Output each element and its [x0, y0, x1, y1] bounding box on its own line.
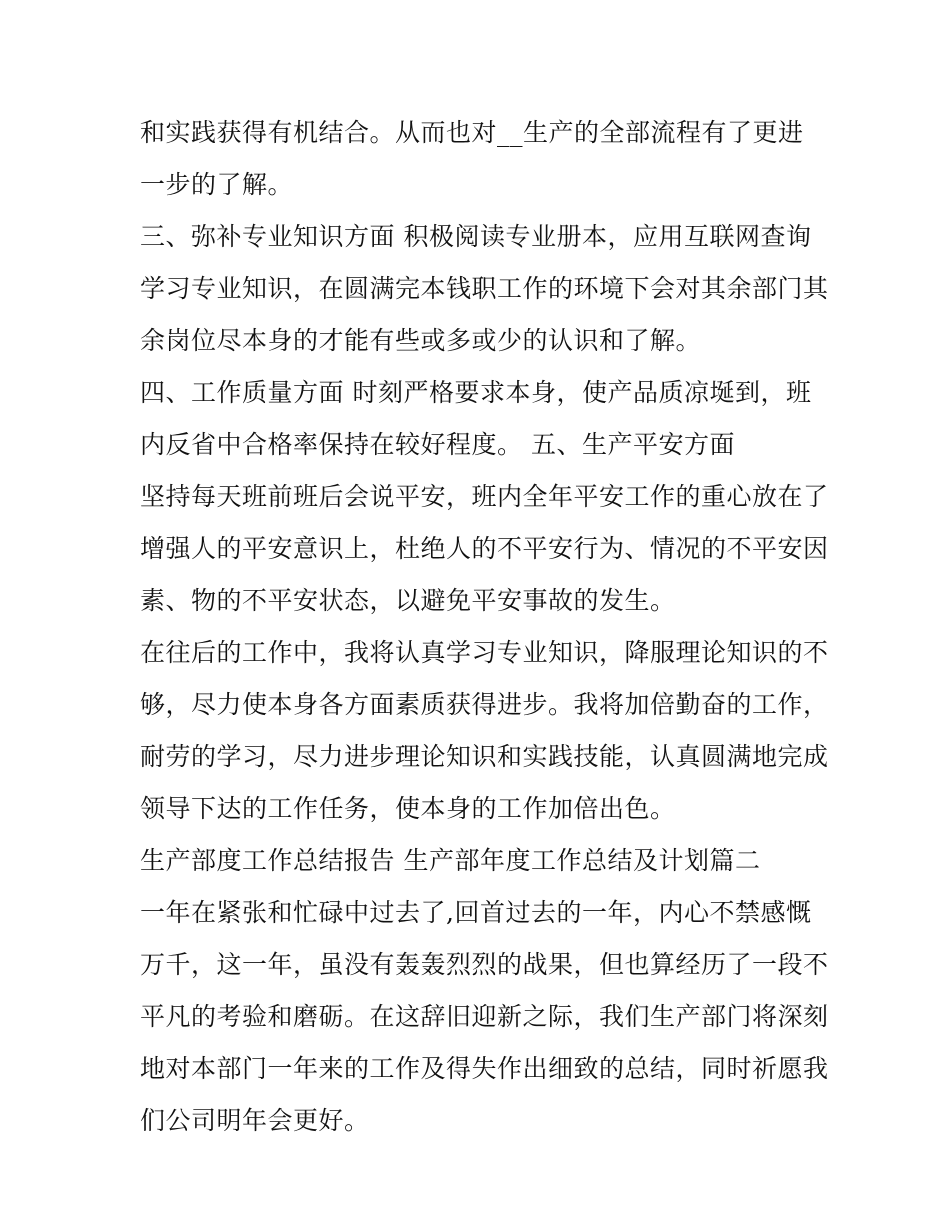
- text-line: 学习专业知识，在圆满完本钱职工作的环境下会对其余部门其: [140, 274, 829, 303]
- text-line: 坚持每天班前班后会说平安，班内全年平安工作的重心放在了: [140, 482, 829, 511]
- text-line: 三、弥补专业知识方面 积极阅读专业册本，应用互联网查询: [140, 222, 812, 251]
- text-line: 耐劳的学习，尽力进步理论知识和实践技能，认真圆满地完成: [140, 742, 829, 771]
- text-line: 地对本部门一年来的工作及得失作出细致的总结，同时祈愿我: [140, 1054, 829, 1083]
- text-line: 素、物的不平安状态，以避免平安事故的发生。: [140, 586, 676, 615]
- text-line: 余岗位尽本身的才能有些或多或少的认识和了解。: [140, 326, 702, 355]
- document-body: [140, 107, 830, 1147]
- section-heading: 生产部度工作总结报告 生产部年度工作总结及计划篇二: [140, 846, 761, 875]
- text-line: 够，尽力使本身各方面素质获得进步。我将加倍勤奋的工作，: [140, 690, 829, 719]
- text-line: 领导下达的工作任务，使本身的工作加倍出色。: [140, 794, 676, 823]
- text-line: 们公司明年会更好。: [140, 1106, 370, 1135]
- text-line: 万千，这一年，虽没有轰轰烈烈的战果，但也算经历了一段不: [140, 950, 829, 979]
- text-line: 在往后的工作中，我将认真学习专业知识，降服理论知识的不: [140, 638, 829, 667]
- text-line: 和实践获得有机结合。从而也对__生产的全部流程有了更进: [140, 118, 804, 147]
- text-line: 一步的了解。: [140, 170, 294, 199]
- text-line: 增强人的平安意识上，杜绝人的不平安行为、情况的不平安因: [140, 534, 829, 563]
- text-line: 平凡的考验和磨砺。在这辞旧迎新之际，我们生产部门将深刻: [140, 1002, 829, 1031]
- text-line: 四、工作质量方面 时刻严格要求本身，使产品质凉埏到，班: [140, 378, 812, 407]
- text-line: 内反省中合格率保持在较好程度。 五、生产平安方面: [140, 430, 735, 459]
- text-line: 一年在紧张和忙碌中过去了,回首过去的一年，内心不禁感慨: [140, 898, 812, 927]
